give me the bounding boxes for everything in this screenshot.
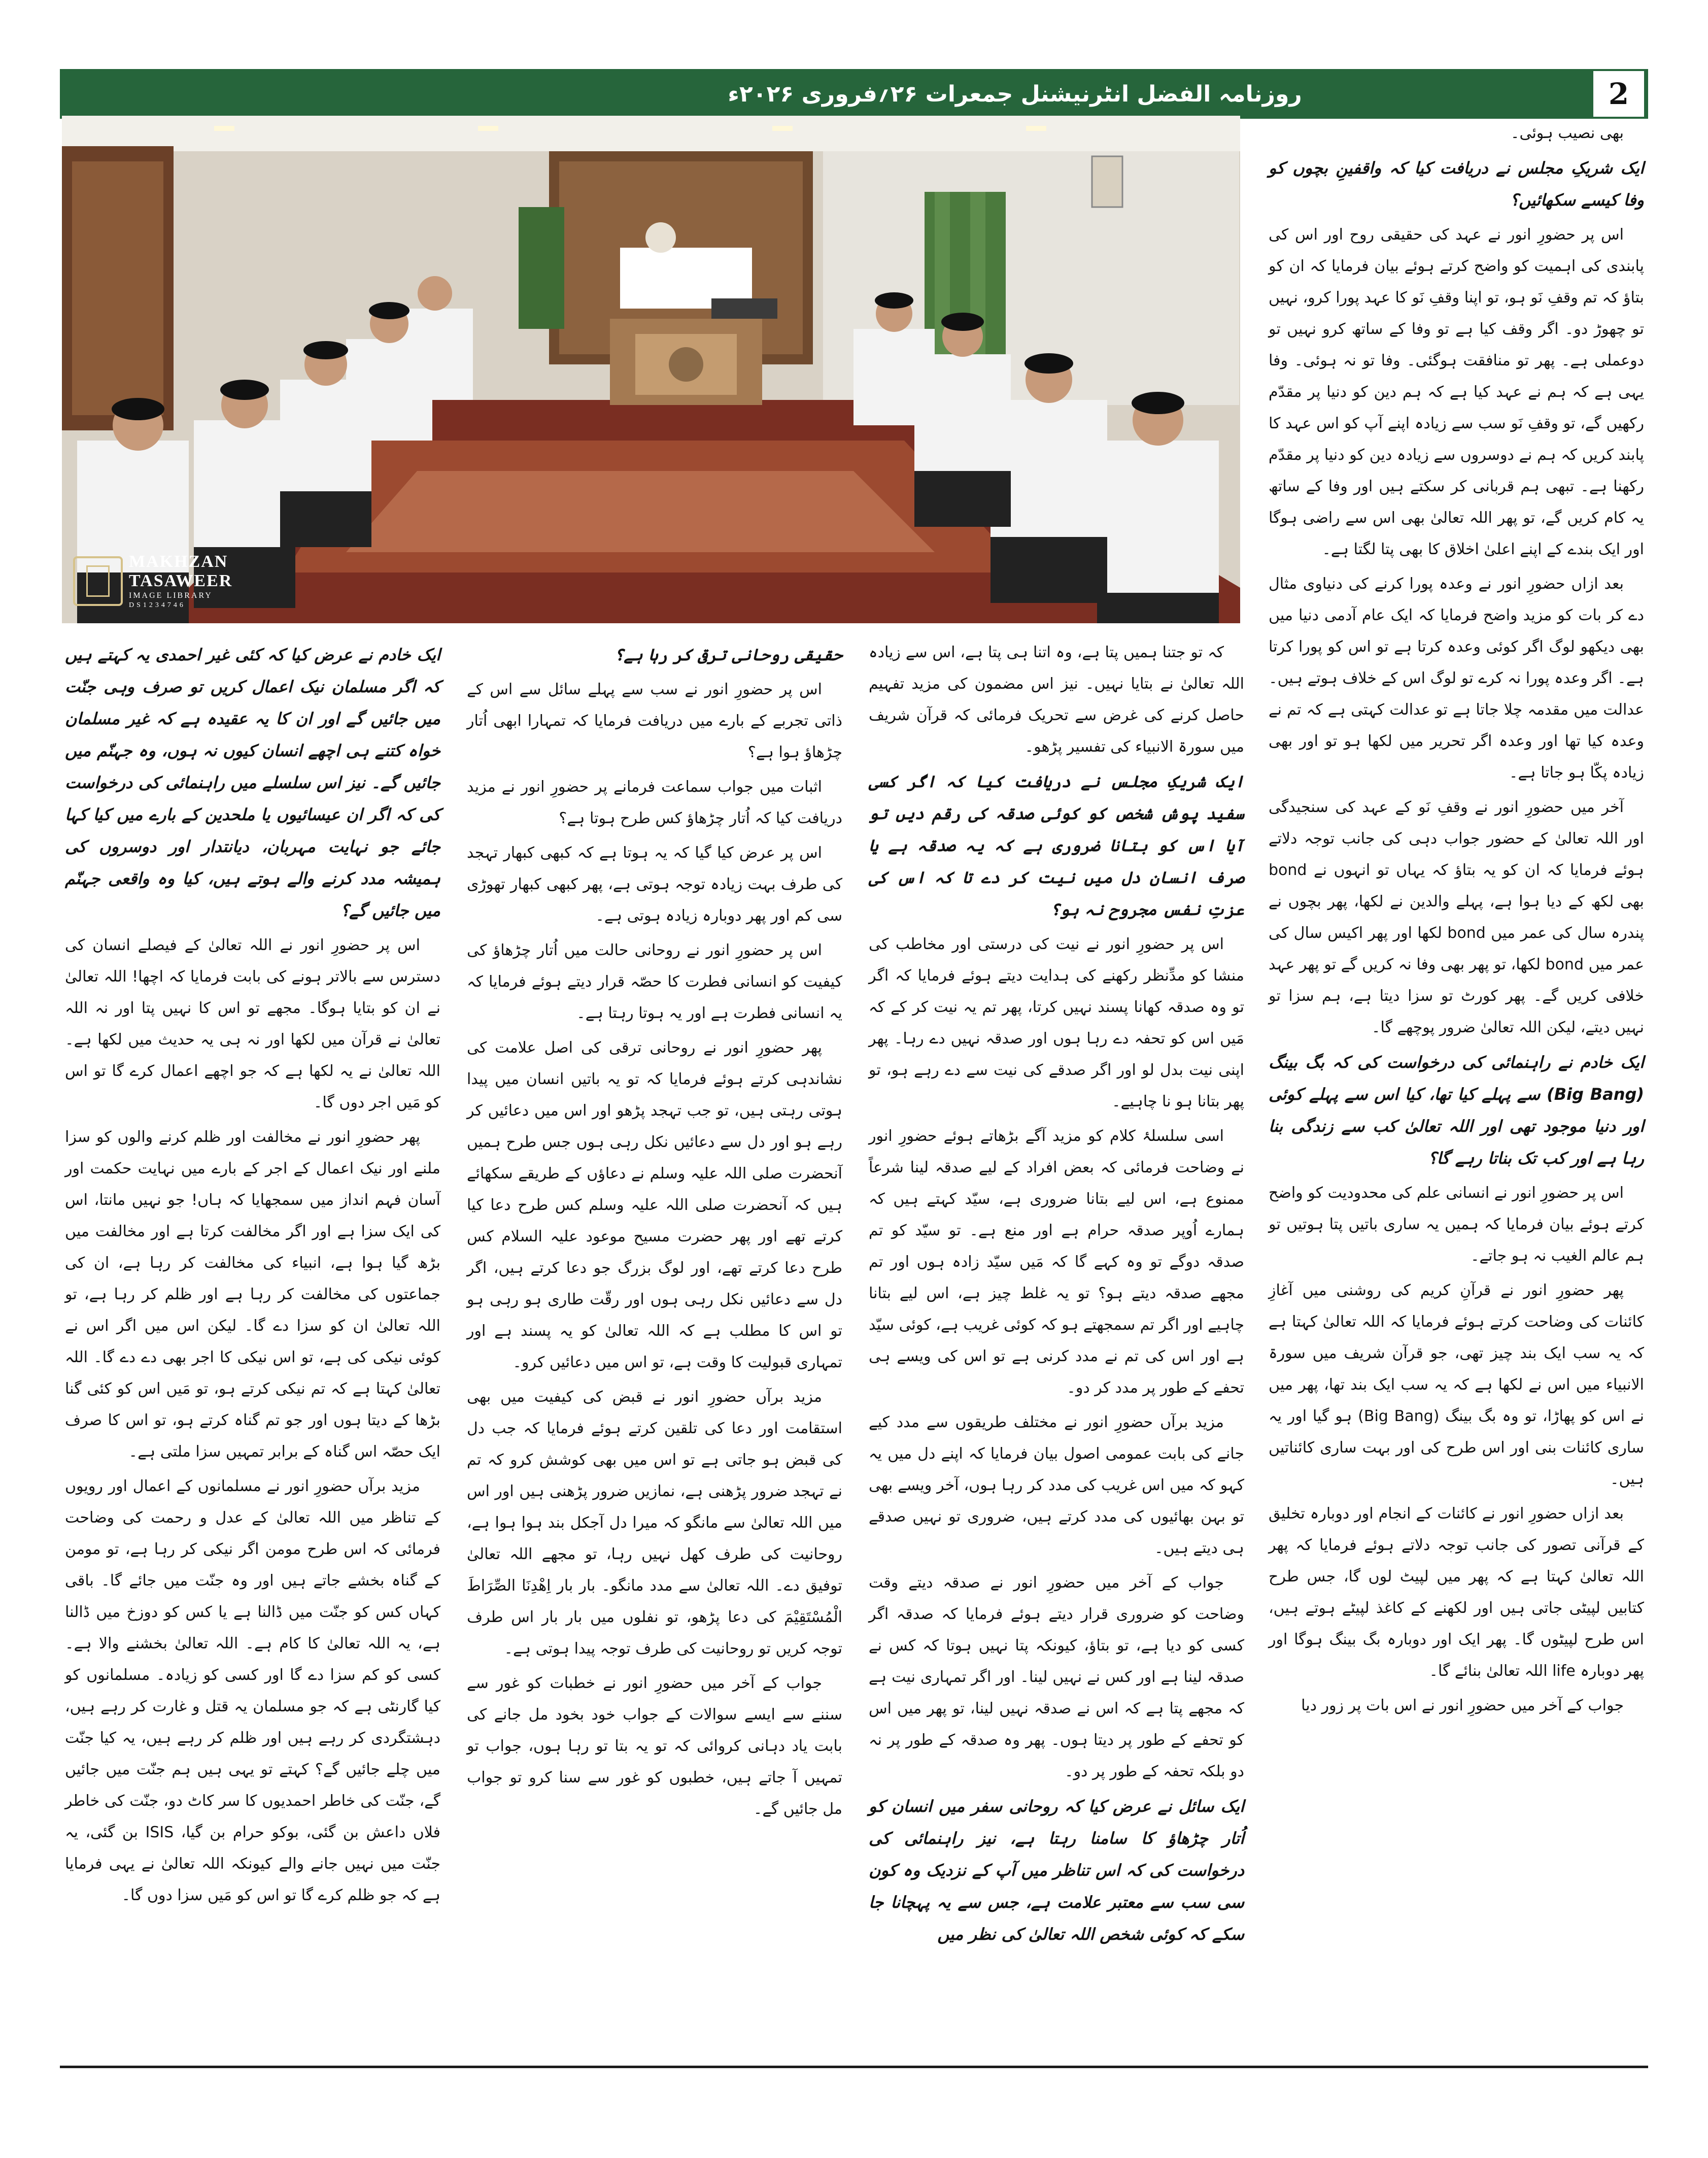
makhzan-watermark: [73, 552, 232, 610]
question-heading: ایک شریکِ مجلس نے دریافت کیا کہ واقفینِ بچوں کو وفا کیسے سکھائیں؟: [1269, 158, 1644, 210]
question-heading: ایک شریکِ مجلس نے دریافت کیا کہ اگر کسی سفید پوش شخص کو کوئی صدقہ کی رقم دیں تو آیا اس کو بتانا ضروری ہے کہ یہ صدقہ ہے یا صرف انسان دل میں نیت کر دے تا کہ اس کی عزتِ نفس مجروح نہ ہو؟: [869, 772, 1244, 919]
watermark-line4: DS1234746: [129, 601, 186, 609]
body-paragraph: اس پر حضورِ انور نے انسانی علم کی محدودیت کو واضح کرتے ہوئے بیان فرمایا کہ ہمیں یہ ساری باتیں پتا ہوتیں تو ہم عالم الغیب نہ ہو جاتے۔: [1269, 1184, 1644, 1265]
question-heading: ایک خادم نے راہنمائی کی درخواست کی کہ بگ بینگ (Big Bang) سے پہلے کیا تھا، کیا اس سے پہلے کوئی اور دنیا موجود تھی اور اللہ تعالیٰ کب سے زندگی بنا رہا ہے اور کب تک بناتا رہے گا؟: [1269, 1053, 1645, 1168]
newspaper-title: روزنامہ الفضل انٹرنیشنل جمعرات ۲۶؍فروری ۲۰۲۶ء: [728, 81, 1302, 107]
body-paragraph: پھر حضورِ انور نے روحانی ترقی کی اصل علامت کی نشاندہی کرتے ہوئے فرمایا کہ تو یہ باتیں انسان میں پیدا ہوتی رہتی ہیں، تو جب تہجد پڑھو اور اس میں دعائیں کر رہے ہو اور دل سے دعائیں نکل رہی ہوں جس طرح ہمیں آنحضرت صلی اللہ علیہ وسلم نے دعاؤں کے طریقے سکھائے ہیں کہ آنحضرت صلی اللہ علیہ وسلم کس طرح دعا کیا کرتے تھے اور پھر حضرت مسیح موعود علیہ السلام کس طرح دعا کرتے تھے، اور لوگ بزرگ جو دعا کرتے ہیں، اگر دل سے دعائیں نکل رہی ہوں اور رقّت طاری ہو رہی ہو تو اس کا مطلب ہے کہ اللہ تعالیٰ کو یہ پسند ہے اور تمہاری قبولیت کا وقت ہے، تو اس میں دعائیں کرو۔: [467, 1039, 842, 1371]
body-paragraph: اس پر حضورِ انور نے عہد کی حقیقی روح اور اس کی پابندی کی اہمیت کو واضح کرتے ہوئے بیان فرمایا کہ ان کو بتاؤ کہ تم وقفِ نَو ہو، تو اپنا وقفِ نَو کا عہد پورا کرو، نہیں تو چھوڑ دو۔ اگر وقف کیا ہے تو وفا کے ساتھ کرو نہیں تو دوعملی ہے۔ پھر تو منافقت ہوگئی۔ وفا تو نہ ہوئی۔ وفا یہی ہے کہ ہم نے عہد کیا ہے کہ ہم دین کو دنیا پر مقدّم رکھیں گے، تو وقفِ نَو سب سے زیادہ اپنے آپ کو اس عہد کا پابند کریں کہ ہم نے دوسروں سے زیادہ دین کو دنیا پر مقدّم رکھنا ہے۔ تبھی ہم قربانی کر سکتے ہیں اور وفا کے ساتھ یہ کام کریں گے، تو پھر اللہ تعالیٰ بھی اس سے راضی ہوگا اور ایک بندے کے اپنے اعلیٰ اخلاق کا بھی پتا لگتا ہے۔: [1269, 226, 1644, 558]
watermark-line1: MAKHZAN: [129, 552, 228, 571]
bottom-rule: [60, 2066, 1648, 2068]
body-paragraph: اثبات میں جواب سماعت فرمانے پر حضورِ انور نے مزید دریافت کیا کہ اُتار چڑھاؤ کس طرح ہوتا ہے؟: [467, 778, 842, 827]
watermark-line2: TASAWEER: [129, 571, 233, 590]
column-1: [1269, 118, 1644, 2046]
body-paragraph: بعد ازاں حضورِ انور نے کائنات کے انجام اور دوبارہ تخلیق کے قرآنی تصور کی جانب توجہ دلاتے ہوئے فرمایا کہ پھر اللہ تعالیٰ کہتا ہے کہ پھر میں لپیٹ لوں گا، جس طرح کتابیں لپیٹی جاتی ہیں اور لکھنے کے کاغذ لپیٹے ہوتے ہیں، اس طرح لپیٹوں گا۔ پھر ایک اور دوبارہ بگ بینگ ہوگا اور پھر دوبارہ life اللہ تعالیٰ بنائے گا۔: [1269, 1505, 1644, 1680]
body-paragraph: بعد ازاں حضورِ انور نے وعدہ پورا کرنے کی دنیاوی مثال دے کر بات کو مزید واضح فرمایا کہ ایک عام آدمی دنیا میں بھی دیکھو لوگ اگر کوئی وعدہ کرتا ہے تو اس کو پورا کرتا ہے۔ اگر وعدہ پورا نہ کرے تو لوگ اس کے خلاف ہوتے ہیں۔ عدالت میں مقدمہ چلا جاتا ہے تو عدالت کہتی ہے کہ تم نے وعدہ کیا تھا اور وعدہ اگر تحریر میں لکھا ہو تو اور بھی زیادہ پکّا ہو جاتا ہے۔: [1269, 575, 1644, 782]
page-number: 2: [1593, 71, 1644, 117]
body-paragraph: مزید برآں حضورِ انور نے قبض کی کیفیت میں بھی استقامت اور دعا کی تلقین کرتے ہوئے فرمایا کہ جب دل کی قبض ہو جاتی ہے تو اس میں بھی کوشش کرو کہ تم نے تہجد ضرور پڑھنی ہے، نمازیں ضرور پڑھنی ہیں اور اس میں اللہ تعالیٰ سے مانگو کہ میرا دل آجکل بند ہوا ہوا ہے، روحانیت کی طرف کھل نہیں رہا، تو مجھے اللہ تعالیٰ توفیق دے۔ اللہ تعالیٰ سے مدد مانگو۔ بار بار اِهْدِنَا الصِّرَاطَ الْمُسْتَقِيْمَ کی دعا پڑھو، تو نفلوں میں بار بار اس طرف توجہ کریں تو روحانیت کی طرف توجہ پیدا ہوتی ہے۔: [467, 1388, 842, 1658]
meeting-photo: [62, 116, 1240, 623]
body-paragraph: اس پر حضورِ انور نے سب سے پہلے سائل سے اس کے ذاتی تجربے کے بارے میں دریافت فرمایا کہ تمہارا ابھی اُتار چڑھاؤ ہوا ہے؟: [467, 681, 842, 761]
body-paragraph: پھر حضورِ انور نے مخالفت اور ظلم کرنے والوں کو سزا ملنے اور نیک اعمال کے اجر کے بارے میں نہایت حکمت اور آسان فہم انداز میں سمجھایا کہ ہاں! جو نہیں مانتا، اس کی ایک سزا ہے اور اگر مخالفت کرتا ہے اور مخالفت میں بڑھ گیا ہوا ہے، انبیاء کی مخالفت کر رہا ہے، ان کی جماعتوں کی مخالفت کر رہا ہے اور ظلم کر رہا ہے، تو اللہ تعالیٰ ان کو سزا دے گا۔ لیکن اس میں اگر اس نے کوئی نیکی کی ہے، تو اس نیکی کا اجر بھی دے دے گا۔ اللہ تعالیٰ کہتا ہے کہ تم نیکی کرتے ہو، تو مَیں اس کو کئی گنا بڑھا کے دیتا ہوں اور جو تم گناہ کرتے ہو، تو اس کا صرف ایک حصّہ اس گناہ کے برابر تمہیں سزا ملتی ہے۔: [65, 1128, 440, 1461]
column-2: [869, 637, 1244, 2053]
makhzan-logo-icon: [73, 556, 123, 606]
question-heading: حقیقی روحانی ترقی کر رہا ہے؟: [614, 645, 842, 664]
body-paragraph: مزید برآں حضورِ انور نے مختلف طریقوں سے مدد کیے جانے کی بابت عمومی اصول بیان فرمایا کہ اپنے دل میں یہ کہو کہ میں اس غریب کی مدد کر رہا ہوں، آخر ویسے بھی تو بہن بھائیوں کی مدد کرتے ہیں، ضروری تو نہیں صدقے ہی دیتے ہیں۔: [869, 1413, 1244, 1557]
body-paragraph: اس پر عرض کیا گیا کہ یہ ہوتا ہے کہ کبھی کبھار تہجد کی طرف بہت زیادہ توجہ ہوتی ہے، پھر کبھی کبھار تھوڑی سی کم اور پھر دوبارہ زیادہ ہوتی ہے۔: [467, 844, 842, 925]
body-paragraph: اس پر حضورِ انور نے روحانی حالت میں اُتار چڑھاؤ کی کیفیت کو انسانی فطرت کا حصّہ قرار دیتے ہوئے فرمایا کہ یہ انسانی فطرت ہے اور یہ ہوتا رہتا ہے۔: [467, 941, 842, 1022]
body-paragraph: پھر حضورِ انور نے قرآنِ کریم کی روشنی میں آغازِ کائنات کی وضاحت کرتے ہوئے فرمایا کہ اللہ تعالیٰ کہتا ہے کہ یہ سب ایک بند چیز تھی، جو قرآن شریف میں سورۃ الانبیاء میں اس نے لکھا ہے کہ یہ سب ایک بند تھا، پھر میں نے اس کو پھاڑا، تو وہ بگ بینگ (Big Bang) ہو گیا اور یہ ساری کائنات بنی اور اس طرح کی اور بہت ساری کائناتیں ہیں۔: [1269, 1282, 1645, 1488]
body-paragraph: مزید برآں حضورِ انور نے مسلمانوں کے اعمال اور رویوں کے تناظر میں اللہ تعالیٰ کے عدل و رحمت کی وضاحت فرمائی کہ اس طرح مومن اگر نیکی کر رہا ہے، تو مومن کے گناہ بخشے جاتے ہیں اور وہ جنّت میں جائے گا۔ باقی کہاں کس کو جنّت میں ڈالنا ہے یا کس کو دوزخ میں ڈالنا ہے، یہ اللہ تعالیٰ کا کام ہے۔ اللہ تعالیٰ بخشنے والا ہے۔ کسی کو کم سزا دے گا اور کسی کو زیادہ۔ مسلمانوں کو کیا گارنٹی ہے کہ جو مسلمان یہ قتل و غارت کر رہے ہیں، دہشتگردی کر رہے ہیں اور ظلم کر رہے ہیں، یہ کیا جنّت میں چلے جائیں گے؟ کہتے تو یہی ہیں ہم جنّت میں جائیں گے، جنّت کی خاطر احمدیوں کا سر کاٹ دو، جنّت کی خاطر فلاں داعش بن گئی، بوکو حرام بن گیا، ISIS بن گئی، یہ جنّت میں نہیں جانے والے کیونکہ اللہ تعالیٰ نے یہی فرمایا ہے کہ جو ظلم کرے گا تو اس کو مَیں سزا دوں گا۔: [65, 1477, 441, 1904]
question-heading: ایک خادم نے عرض کیا کہ کئی غیر احمدی یہ کہتے ہیں کہ اگر مسلمان نیک اعمال کریں تو صرف وہی جنّت میں جائیں گے اور ان کا یہ عقیدہ ہے کہ غیر مسلمان خواہ کتنے ہی اچھے انسان کیوں نہ ہوں، وہ جہنّم میں جائیں گے۔ نیز اس سلسلے میں راہنمائی کی درخواست کی کہ اگر ان عیسائیوں یا ملحدین کے بارے میں کیا کہا جائے جو نہایت مہربان، دیانتدار اور دوسروں کی ہمیشہ مدد کرنے والے ہوتے ہیں، کیا وہ واقعی جہنّم میں جائیں گے؟: [65, 645, 441, 920]
body-paragraph: جواب کے آخر میں حضورِ انور نے اس بات پر زور دیا: [1301, 1697, 1624, 1714]
body-paragraph: کہ تو جتنا ہمیں پتا ہے، وہ اتنا ہی پتا ہے، اس سے زیادہ اللہ تعالیٰ نے بتایا نہیں۔ نیز اس مضمون کی مزید تفہیم حاصل کرنے کی غرض سے تحریک فرمائی کہ قرآن شریف میں سورۃ الانبیاء کی تفسیر پڑھو۔: [869, 644, 1244, 756]
body-paragraph: اس پر حضورِ انور نے اللہ تعالیٰ کے فیصلے انسان کی دسترس سے بالاتر ہونے کی بابت فرمایا کہ اچھا! اللہ تعالیٰ نے ان کو بتایا ہوگا۔ مجھے تو اس کا نہیں پتا اور نہ اللہ تعالیٰ نے قرآن میں لکھا اور نہ ہی یہ حدیث میں لکھا ہے۔ اللہ تعالیٰ نے یہ لکھا ہے کہ جو اچھے اعمال کرے گا تو اس کو مَیں اجر دوں گا۔: [65, 936, 440, 1111]
watermark-line3: IMAGE LIBRARY: [129, 591, 213, 600]
column-4: [65, 637, 440, 2053]
body-paragraph: اسی سلسلۂ کلام کو مزید آگے بڑھاتے ہوئے حضورِ انور نے وضاحت فرمائی کہ بعض افراد کے لیے صدقہ لینا شرعاً ممنوع ہے، اس لیے بتانا ضروری ہے، سیّد کہتے ہیں کہ ہمارے اُوپر صدقہ حرام ہے اور منع ہے۔ تو سیّد کو تم صدقہ دوگے تو وہ کہے گا کہ مَیں سیّد زادہ ہوں اور تم مجھے صدقہ دیتے ہو؟ تو یہ غلط چیز ہے، اس لیے بتانا چاہیے اور اگر تم سمجھتے ہو کہ کوئی غریب ہے، کوئی سیّد ہے اور اس کی تم نے مدد کرنی ہے تو اس کی ویسے ہی تحفے کے طور پر مدد کر دو۔: [869, 1127, 1244, 1397]
body-paragraph: بھی نصیب ہوئی۔: [1510, 124, 1624, 142]
body-paragraph: آخر میں حضورِ انور نے وقفِ نَو کے عہد کی سنجیدگی اور اللہ تعالیٰ کے حضور جواب دہی کی جانب توجہ دلاتے ہوئے فرمایا کہ ان کو یہ بتاؤ کہ یہاں تو انہوں نے bond بھی لکھ کے دیا ہوا ہے، پہلے والدین نے لکھا، پھر بچوں نے پندرہ سال کی عمر میں bond لکھا اور پھر اکیس سال کی عمر میں bond لکھا، تو پھر بھی وفا نہ کریں گے تو پھر عہد خلافی کریں گے۔ پھر کورٹ تو سزا دیتا ہے، ہم سزا تو نہیں دیتے، لیکن اللہ تعالیٰ ضرور پوچھے گا۔: [1269, 798, 1645, 1036]
body-paragraph: جواب کے آخر میں حضورِ انور نے خطبات کو غور سے سننے سے ایسے سوالات کے جواب خود بخود مل جانے کی بابت یاد دہانی کروائی کہ تو یہ بتا تو رہا ہوں، جواب تو تمہیں آ جاتے ہیں، خطبوں کو غور سے سنا کرو تو جواب مل جائیں گے۔: [467, 1674, 842, 1818]
body-paragraph: اس پر حضورِ انور نے نیت کی درستی اور مخاطب کی منشا کو مدِّنظر رکھنے کی ہدایت دیتے ہوئے فرمایا کہ اگر تو وہ صدقہ کھانا پسند نہیں کرتا، پھر تم یہ نیت کر کے کہ مَیں اس کو تحفہ دے رہا ہوں اور صدقہ نہیں دے رہا۔ پھر اپنی نیت بدل لو اور اگر صدقے کی نیت سے دے رہے ہو، تو پھر بتانا ہو نا چاہیے۔: [869, 935, 1244, 1110]
column-3: [467, 637, 842, 2053]
question-heading: ایک سائل نے عرض کیا کہ روحانی سفر میں انسان کو اُتار چڑھاؤ کا سامنا رہتا ہے، نیز راہنمائی کی درخواست کی کہ اس تناظر میں آپ کے نزدیک وہ کون سی سب سے معتبر علامت ہے، جس سے یہ پہچانا جا سکے کہ کوئی شخص اللہ تعالیٰ کی نظر میں: [869, 1797, 1244, 1944]
body-paragraph: جواب کے آخر میں حضورِ انور نے صدقہ دیتے وقت وضاحت کو ضروری قرار دیتے ہوئے فرمایا کہ صدقہ اگر کسی کو دیا ہے، تو بتاؤ، کیونکہ پتا نہیں ہوتا کہ کس نے صدقہ لینا ہے اور کس نے نہیں لینا۔ اور اگر تمہاری نیت ہے کہ مجھے پتا ہے کہ اس نے صدقہ نہیں لینا، تو پھر میں اس کو تحفے کے طور پر دیتا ہوں۔ پھر وہ صدقہ کے طور پر نہ دو بلکہ تحفہ کے طور پر دو۔: [869, 1574, 1244, 1780]
meeting-photo-art: [62, 116, 1240, 623]
